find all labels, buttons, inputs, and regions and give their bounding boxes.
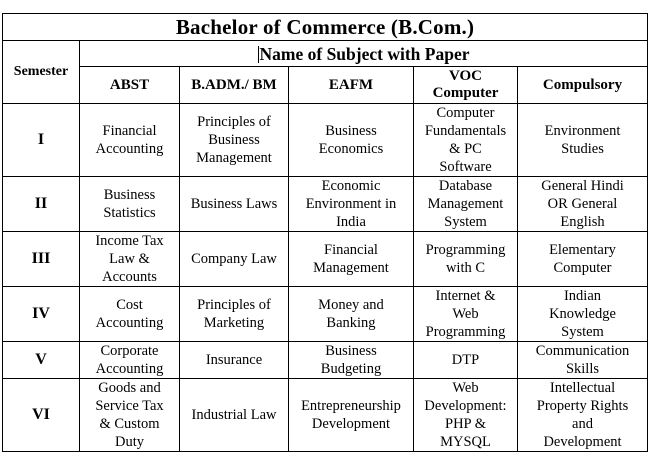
- table-cell: [518, 342, 648, 379]
- subject-name: Principles of Marketing: [197, 297, 271, 331]
- subject-group-header: [80, 41, 648, 67]
- subject-name: Environment Studies: [544, 123, 621, 157]
- semester-cell: [3, 379, 80, 452]
- table-cell: [289, 177, 414, 232]
- table-row: [3, 232, 648, 287]
- semester-number: II: [34, 195, 48, 212]
- subject-name: Economic Environment in India: [305, 178, 397, 230]
- semester-cell: [3, 342, 80, 379]
- title-row: [3, 14, 648, 41]
- table-cell: [289, 232, 414, 287]
- column-header-text: EAFM: [328, 76, 374, 93]
- subject-name: DTP: [451, 352, 480, 368]
- subject-name: Money and Banking: [318, 297, 384, 331]
- semester-cell: [3, 177, 80, 232]
- column-header-voc-computer: [414, 67, 518, 104]
- subject-name: Business Budgeting: [320, 343, 382, 377]
- subject-name: Income Tax Law & Accounts: [95, 233, 164, 285]
- column-header-row: [3, 67, 648, 104]
- subject-name: Financial Management: [313, 242, 389, 276]
- column-header-abst: [80, 67, 180, 104]
- table-cell: [80, 342, 180, 379]
- subject-name: Entrepreneurship Development: [301, 398, 401, 432]
- subject-name: Computer Fundamentals & PC Software: [424, 105, 507, 175]
- table-cell: [414, 287, 518, 342]
- subject-name: Goods and Service Tax & Custom Duty: [95, 380, 164, 450]
- subject-name: Financial Accounting: [95, 123, 164, 157]
- table-cell: [180, 342, 289, 379]
- column-header-compulsory: [518, 67, 648, 104]
- subject-name: Database Management System: [427, 178, 504, 230]
- semester-cell: [3, 287, 80, 342]
- column-header-text: B.ADM./ BM: [191, 76, 277, 93]
- semester-header: [3, 41, 80, 104]
- semester-number: VI: [32, 406, 50, 423]
- table-cell: [518, 104, 648, 177]
- table-cell: [414, 104, 518, 177]
- table-title: [3, 14, 648, 41]
- semester-number: III: [31, 250, 51, 267]
- table-cell: [80, 177, 180, 232]
- table-cell: [289, 104, 414, 177]
- semester-number: V: [35, 351, 47, 368]
- subject-group-header-text: Name of Subject with Paper: [259, 43, 470, 64]
- subject-name: Cost Accounting: [95, 297, 164, 331]
- table-cell: [414, 232, 518, 287]
- table-cell: [289, 342, 414, 379]
- subject-name: Indian Knowledge System: [549, 288, 616, 340]
- table-cell: [180, 287, 289, 342]
- table-cell: [518, 177, 648, 232]
- column-header-text: VOC Computer: [432, 68, 499, 101]
- subject-name: Industrial Law: [191, 407, 277, 423]
- table-cell: [180, 177, 289, 232]
- table-cell: [180, 232, 289, 287]
- subject-name: Programming with C: [425, 242, 506, 276]
- column-header-eafm: [289, 67, 414, 104]
- subject-name: Business Laws: [190, 196, 278, 212]
- table-cell: [80, 287, 180, 342]
- table-cell: [289, 287, 414, 342]
- semester-number: IV: [32, 305, 50, 322]
- subject-name: Internet & Web Programming: [425, 288, 506, 340]
- group-header-row: [3, 41, 648, 67]
- text-cursor: [258, 46, 259, 63]
- table-cell: [414, 342, 518, 379]
- semester-header-text: Semester: [13, 64, 69, 79]
- table-cell: [180, 379, 289, 452]
- table-row: [3, 287, 648, 342]
- subject-name: Intellectual Property Rights and Development: [536, 380, 629, 450]
- table-cell: [414, 379, 518, 452]
- table-cell: [180, 104, 289, 177]
- table-row: [3, 177, 648, 232]
- column-header-text: Compulsory: [542, 76, 623, 93]
- table-cell: [289, 379, 414, 452]
- table-cell: [80, 104, 180, 177]
- table-cell: [80, 232, 180, 287]
- table-row: [3, 379, 648, 452]
- subject-name: Business Economics: [318, 123, 384, 157]
- column-header-text: ABST: [109, 76, 150, 93]
- subjects-table: [2, 13, 648, 452]
- subject-name: Insurance: [205, 352, 263, 368]
- subject-name: Web Development: PHP & MYSQL: [424, 380, 507, 450]
- subject-name: Principles of Business Management: [196, 114, 272, 166]
- table-row: [3, 342, 648, 379]
- subject-name: Business Statistics: [103, 187, 156, 221]
- table-cell: [518, 287, 648, 342]
- subject-name: Corporate Accounting: [95, 343, 164, 377]
- table-cell: [518, 379, 648, 452]
- semester-cell: [3, 104, 80, 177]
- semester-number: I: [37, 131, 45, 148]
- table-cell: [80, 379, 180, 452]
- table-cell: [414, 177, 518, 232]
- table-cell: [518, 232, 648, 287]
- subject-name: Company Law: [191, 251, 277, 267]
- table-title-text: Bachelor of Commerce (B.Com.): [175, 15, 475, 39]
- table-row: [3, 104, 648, 177]
- subject-name: Communication Skills: [535, 343, 630, 377]
- column-header-badm: [180, 67, 289, 104]
- subject-name: General Hindi OR General English: [541, 178, 624, 230]
- semester-cell: [3, 232, 80, 287]
- subject-name: Elementary Computer: [549, 242, 616, 276]
